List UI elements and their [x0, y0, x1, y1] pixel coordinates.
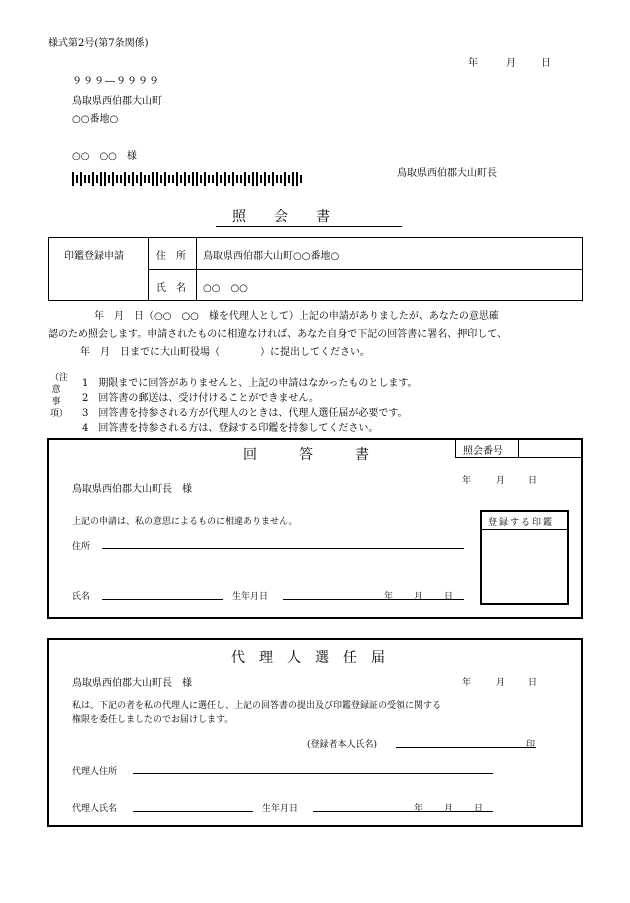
address-value: 鳥取県西伯郡大山町○○番地○ [203, 251, 340, 262]
answer-birth-year: 年 [384, 592, 394, 602]
proxy-addressee: 鳥取県西伯郡大山町長 様 [72, 678, 192, 689]
barcode-bar [248, 175, 250, 183]
barcode-bar [196, 172, 198, 186]
barcode-bar [84, 175, 86, 183]
barcode-bar [204, 172, 206, 186]
header-date-year: 年 [468, 58, 478, 69]
answer-birth-line[interactable] [283, 599, 464, 600]
barcode-bar [200, 175, 202, 183]
proxy-birth-line[interactable] [313, 811, 493, 812]
answer-date-year: 年 [462, 476, 472, 486]
barcode-bar [116, 175, 118, 183]
barcode-bar [208, 175, 210, 183]
proxy-address-label: 代理人住所 [72, 767, 118, 777]
barcode-bar [252, 172, 254, 186]
barcode-bar [156, 172, 158, 186]
barcode-bar [148, 175, 150, 183]
inquiry-line3: 年 月 日までに大山町役場（ ）に提出してください。 [80, 347, 370, 358]
note-item-4: 4 回答書を持参される方は、登録する印鑑を持参してください。 [82, 423, 379, 434]
barcode-bar [264, 172, 266, 186]
name-label: 氏 名 [156, 283, 186, 294]
barcode-bar [228, 175, 230, 183]
proxy-date-day: 日 [528, 678, 538, 688]
barcode-bar [284, 172, 286, 186]
name-value: ○○ ○○ [203, 283, 248, 294]
barcode-bar [176, 172, 178, 186]
barcode-bar [244, 172, 246, 186]
barcode-bar [292, 172, 294, 186]
seal-box-label: 登録する印鑑 [488, 518, 555, 528]
answer-birth-label: 生年月日 [232, 592, 269, 602]
barcode-bar [216, 172, 218, 186]
barcode-bar [280, 175, 282, 183]
answer-name-line[interactable] [102, 599, 223, 600]
barcode-bar [152, 172, 154, 186]
barcode-bar [224, 172, 226, 186]
note-item-1: 1 期限までに回答がありませんと、上記の申請はなかったものとします。 [82, 378, 418, 389]
barcode-bar [300, 175, 302, 183]
barcode-bar [88, 175, 90, 183]
barcode-bar [136, 175, 138, 183]
barcode-bar [168, 175, 170, 183]
barcode-bar [184, 172, 186, 186]
recipient-name: ○○ ○○ 様 [72, 151, 137, 162]
barcode-bar [120, 175, 122, 183]
proxy-statement-2: 権限を委任しましたのでお届けします。 [72, 715, 234, 725]
note-item-3: 3 回答書を持参される方が代理人のときは、代理人選任届が必要です。 [82, 408, 408, 419]
answer-birth-month: 月 [414, 592, 424, 602]
header-date-month: 月 [506, 58, 516, 69]
barcode-bar [256, 172, 258, 186]
seal-box-divider [480, 529, 569, 530]
proxy-date-month: 月 [496, 678, 506, 688]
inquiry-line2: 認のため照会します。申請されたものに相違なければ、あなた自身で下記の回答書に署名、押印して、 [48, 329, 507, 340]
proxy-birth-day: 日 [474, 804, 484, 814]
barcode-bar [92, 172, 94, 186]
barcode-bar [236, 175, 238, 183]
barcode-bar [296, 172, 298, 186]
barcode-bar [128, 175, 130, 183]
barcode-bar [276, 175, 278, 183]
barcode-bar [108, 175, 110, 183]
address-line1: 鳥取県西伯郡大山町 [72, 96, 162, 107]
answer-birth-day: 日 [444, 592, 454, 602]
barcode-bar [268, 175, 270, 183]
postal-code: ９９９―９９９９ [72, 76, 160, 87]
proxy-birth-year: 年 [414, 804, 424, 814]
header-date-day: 日 [541, 58, 551, 69]
request-label: 印鑑登録申請 [64, 251, 124, 262]
barcode-bar [260, 175, 262, 183]
seal-mark: 印 [526, 740, 536, 750]
barcode-bar [72, 172, 74, 186]
barcode-bar [112, 172, 114, 186]
form-number: 様式第2号(第7条関係) [48, 38, 149, 49]
proxy-name-line[interactable] [133, 811, 253, 812]
barcode-bar [192, 172, 194, 186]
barcode-bar [240, 175, 242, 183]
postal-barcode [72, 172, 302, 186]
proxy-form-title: 代 理 人 選 任 届 [231, 650, 385, 666]
barcode-bar [144, 175, 146, 183]
barcode-bar [124, 172, 126, 186]
barcode-bar [160, 175, 162, 183]
answer-address-label: 住所 [72, 542, 91, 552]
proxy-birth-label: 生年月日 [262, 804, 299, 814]
address-label: 住 所 [156, 251, 186, 262]
answer-form-title: 回 答 書 [243, 447, 369, 463]
proxy-name-label: 代理人氏名 [72, 804, 118, 814]
barcode-bar [232, 172, 234, 186]
barcode-bar [220, 175, 222, 183]
barcode-bar [212, 175, 214, 183]
answer-date-month: 月 [496, 476, 506, 486]
proxy-birth-month: 月 [444, 804, 454, 814]
barcode-bar [272, 172, 274, 186]
barcode-bar [76, 175, 78, 183]
answer-name-label: 氏名 [72, 592, 91, 602]
barcode-bar [80, 172, 82, 186]
barcode-bar [104, 172, 106, 186]
note-item-2: 2 回答書の郵送は、受け付けることができません。 [82, 393, 319, 404]
barcode-bar [288, 175, 290, 183]
sender-name: 鳥取県西伯郡大山町長 [397, 168, 497, 179]
reference-number-label: 照会番号 [463, 446, 503, 457]
title-underline [216, 226, 402, 227]
proxy-date-year: 年 [462, 678, 472, 688]
barcode-bar [140, 172, 142, 186]
reference-number-divider [518, 438, 519, 458]
barcode-bar [172, 175, 174, 183]
proxy-address-line[interactable] [133, 773, 493, 774]
applicant-row-divider [148, 269, 583, 270]
barcode-bar [188, 175, 190, 183]
barcode-bar [164, 172, 166, 186]
barcode-bar [96, 175, 98, 183]
barcode-bar [132, 172, 134, 186]
registrant-label: (登録者本人氏名) [307, 740, 378, 750]
notes-label: （注意事項） [50, 373, 69, 419]
address-line2: ○○番地○ [72, 114, 119, 125]
answer-date-day: 日 [528, 476, 538, 486]
answer-addressee: 鳥取県西伯郡大山町長 様 [72, 484, 192, 495]
answer-statement: 上記の申請は、私の意思によるものに相違ありません。 [72, 517, 298, 527]
barcode-bar [180, 175, 182, 183]
registrant-line[interactable] [396, 747, 536, 748]
barcode-bar [100, 172, 102, 186]
inquiry-line1: 年 月 日（○○ ○○ 様を代理人として）上記の申請がありましたが、あなたの意思確 [94, 311, 499, 322]
inquiry-title: 照 会 書 [232, 209, 330, 225]
proxy-statement-1: 私は、下記の者を私の代理人に選任し、上記の回答書の提出及び印鑑登録証の受領に関する [72, 701, 442, 711]
answer-address-line[interactable] [102, 548, 464, 549]
